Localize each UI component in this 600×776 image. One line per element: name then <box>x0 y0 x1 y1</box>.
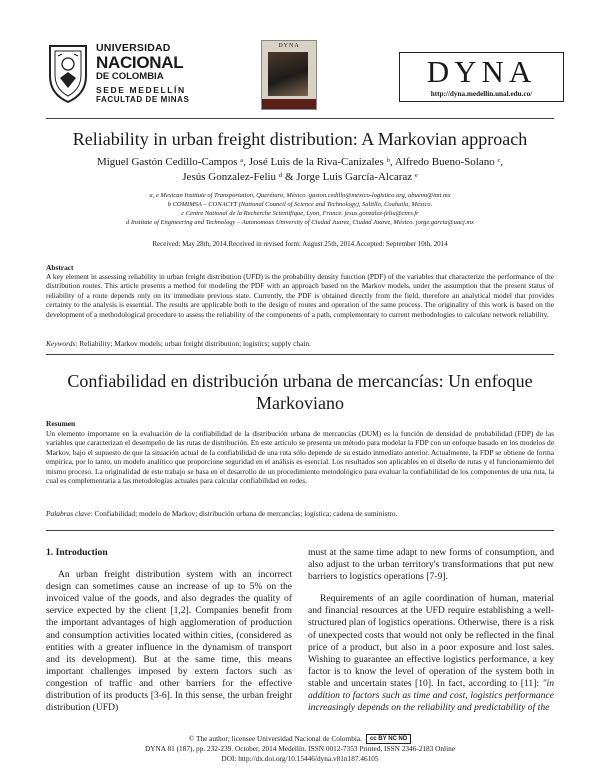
affiliation-item: c Centre National de la Recherche Scientifique, Lyon, France. jesus.gonzalez-feliu@cnrs.fr <box>181 210 419 217</box>
palabras-clave-text: : Confiabilidad; modelo de Markov; distribución urbana de mercancías; logística; cadena de suministro. <box>90 509 398 518</box>
keywords-label: Keywords <box>46 339 76 348</box>
palabras-clave-line <box>46 509 554 518</box>
paper-title-english: Reliability in urban freight distribution: A Markovian approach <box>72 129 528 149</box>
cc-license-badge-icon[interactable]: cc BY NC ND <box>366 734 411 744</box>
journal-logo-box <box>399 52 564 102</box>
palabras-clave-label: Palabras clave <box>46 509 91 518</box>
faculty-name: FACULTAD DE MINAS <box>96 95 190 104</box>
authors-line2: Jesús Gonzalez-Feliu ᵈ & Jorge Luis García-Alcaraz ᵉ <box>182 171 418 183</box>
university-name-line2: NACIONAL <box>96 53 184 72</box>
journal-cover-thumbnail <box>261 40 317 110</box>
keywords-text: : Reliability; Markov models; urban freight distribution; logistics; supply chain. <box>75 339 311 348</box>
doi-line[interactable]: DOI: http://dx.doi.org/10.15446/dyna.v81n187.46105 <box>221 754 379 764</box>
body-column-left <box>46 547 292 724</box>
cover-image <box>268 52 308 96</box>
license-text: © The author; licensee Universidad Nacional de Colombia. <box>188 734 362 743</box>
university-name-line3: DE COLOMBIA <box>96 71 164 82</box>
license-line <box>46 734 554 744</box>
affiliation-item: a, e Mexican Institute of Transportation, Querétaro, México. gaston.cedillo@mexico-logistico.org, abueno@imt.mx <box>149 192 451 199</box>
author-list <box>46 155 554 185</box>
received-dates: Received: May 28th, 2014.Received in revised form: August 25th, 2014.Accepted: September 10th, 2014 <box>152 240 448 248</box>
paper-title-spanish: Confiabilidad en distribución urbana de mercancías: Un enfoque Markoviano <box>67 371 533 413</box>
body-column-right <box>308 547 554 724</box>
cover-band <box>262 99 316 109</box>
affiliation-item: b COMIMSA – CONACYT (National Council of Science and Technology), Saltillo, Coahuila, México. <box>167 201 433 208</box>
journal-header <box>46 40 562 116</box>
body-divider <box>46 530 554 531</box>
affiliation-item: d Institute of Engineering and Technology – Autonomous University of Ciudad Juarez, Ciudad Juarez, México. jorge.garcia@uacj.mx <box>125 219 475 226</box>
university-logo <box>46 40 246 110</box>
quote-text: "in addition to factors such as time and cost, logistics performance increasingly depends on the reliability and predictability of the <box>308 677 555 714</box>
keywords-line <box>46 339 554 348</box>
abstract-heading: Abstract <box>46 263 74 272</box>
citation-line: DYNA 81 (187), pp. 232-239. October, 2014 Medellín. ISSN 0012-7353 Printed, ISSN 2346-2183 Online <box>144 744 455 754</box>
resumen-heading: Resumen <box>46 419 76 428</box>
cover-label: DYNA <box>278 43 300 49</box>
campus-name: SEDE MEDELLÍN <box>96 85 186 95</box>
resumen-body: Un elemento importante en la evaluación de la confiabilidad de la distribución urbana de mercancías (DUM) es la función de densidad de probabilidad (FDP) de las variables que caracterizan el desempeño de las rutas de distribución. En este artículo se presenta un método para modelar la FDP con un enfoque basado en los modelos de Markov, bajo el supuesto de que la situación actual de la confiabilidad de una ruta sólo depende de su estado inmediato anterior. Actualmente, la FDP se obtiene de forma empírica, por lo tanto, un modelo analítico que proporcione seguridad en el análisis es esencial. Los resultados son aplicables en el diseño de rutas y el funcionamiento del mismo proceso. La originalidad de este trabajo se basa en el desarrollo de un procedimiento metodológico para evaluar la confiabilidad de los componentes de una ruta, la cual es complementaria a las metodologías actuales para calcular confiabilidad en redes. <box>46 429 554 486</box>
paragraph-text: Requirements of an agile coordination of human, material and financial resources at the UFD require establishing a well-structured plan of logistics operations. Otherwise, there is a risk of unexpected costs that would not only be reflected in the final price of a product, but also in a poor exposure and lost sales. Wishing to guarantee an effective logistics performance, a key factor is to know the level of operation of the system both in stable and uncertain states [10]. In fact, according to [11]: <box>308 593 554 689</box>
introduction-paragraph <box>308 593 554 714</box>
introduction-paragraph: must at the same time adapt to new forms of consumption, and also adjust to the urban territory's transformations that put new barriers to logistics operations [7-9]. <box>308 547 554 583</box>
introduction-paragraph: An urban freight distribution system with an incorrect design can sometimes cause an increase of up to 5% on the invoiced value of the goods, and also degrades the quality of service expected by the client [1,2]. Companies benefit from the important advantages of high agglomeration of production and consumption activities located within cities, (considered as entities with a greater influence in the dynamism of transport and its development). But at the same time, this means important challenges imposed by extern factors such as congestion of traffic and other barriers for the effective distribution of its products [3-6]. In this sense, the urban freight distribution (UFD) <box>46 569 292 714</box>
affiliations <box>46 191 554 227</box>
university-seal-icon <box>46 42 90 104</box>
journal-url[interactable]: http://dyna.medellin.unal.edu.co/ <box>430 90 533 98</box>
header-divider <box>46 118 554 119</box>
journal-name: DYNA <box>426 54 537 89</box>
page-footer <box>46 734 554 764</box>
introduction-heading: 1. Introduction <box>46 547 108 558</box>
authors-line1: Miguel Gastón Cedillo-Campos ᵃ, José Luis de la Riva-Canizales ᵇ, Alfredo Bueno-Solano ᶜ, <box>96 156 504 168</box>
abstract-body: A key element in assessing reliability in urban freight distribution (UFD) is the probability density function (PDF) of the variables that characterize the performance of the distribution routes. This article presents a method for modeling the PDF with an approach based on the Markov models, under the assumption that the present status of reliability of a route depends only on its immediate previous state. Currently, the PDF is obtained directly from the field, therefore an analytical model that provides certainty to the analysis is essential. The results are applicable both to the design of routes and operation of the same process. The originality of this work is based on the development of a methodological procedure to assess the reliability of the components of a path, complementary to current methodologies to calculate network reliability. <box>46 272 554 319</box>
university-name-line1: UNIVERSIDAD <box>96 42 171 54</box>
section-divider <box>46 354 554 355</box>
